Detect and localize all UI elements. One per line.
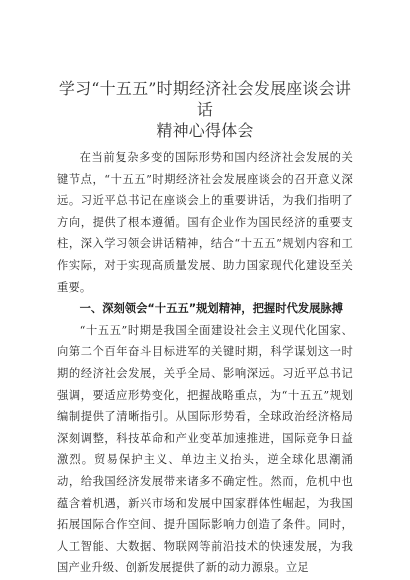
section-heading-1: 一、深刻领会“十五五”规划精神，把握时代发展脉搏	[79, 302, 343, 316]
title-line-2: 精神心得体会	[156, 121, 254, 140]
intro-paragraph: 在当前复杂多变的国际形势和国内经济社会发展的关键节点，“十五五”时期经济社会发展座谈会的召开意义深远。习近平总书记在座谈会上的重要讲话，为我们指明了方向，提供了根本遵循。国有企业作为国民经济的重要支柱，深入学习领会讲话精神，结合“十五五”规划内容和工作实际，对于实现高质量发展、助力国家现代化建设至关重要。	[57, 151, 353, 294]
document-title	[57, 78, 353, 141]
section-1-paragraph: “十五五”时期是我国全面建设社会主义现代化国家、向第二个百年奋斗目标进军的关键时期，科学谋划这一时期的经济社会发展，关乎全局、影响深远。习近平总书记强调，要适应形势变化，把握战略重点，为“十五五”规划编制提供了清晰指引。从国际形势看，全球政治经济格局深刻调整，科技革命和产业变革加速推进，国际竞争日益激烈。贸易保护主义、单边主义抬头，逆全球化思潮涌动，给我国经济发展带来诸多不确定性。然而，危机中也蕴含着机遇，新兴市场和发展中国家群体性崛起，为我国拓展国际合作空间、提升国际影响力创造了条件。同时，人工智能、大数据、物联网等前沿技术的快速发展，为我国产业升级、创新发展提供了新的动力源泉。立足	[57, 323, 353, 575]
title-line-1: 学习“十五五”时期经济社会发展座谈会讲话	[58, 79, 352, 119]
document-body	[57, 147, 353, 579]
